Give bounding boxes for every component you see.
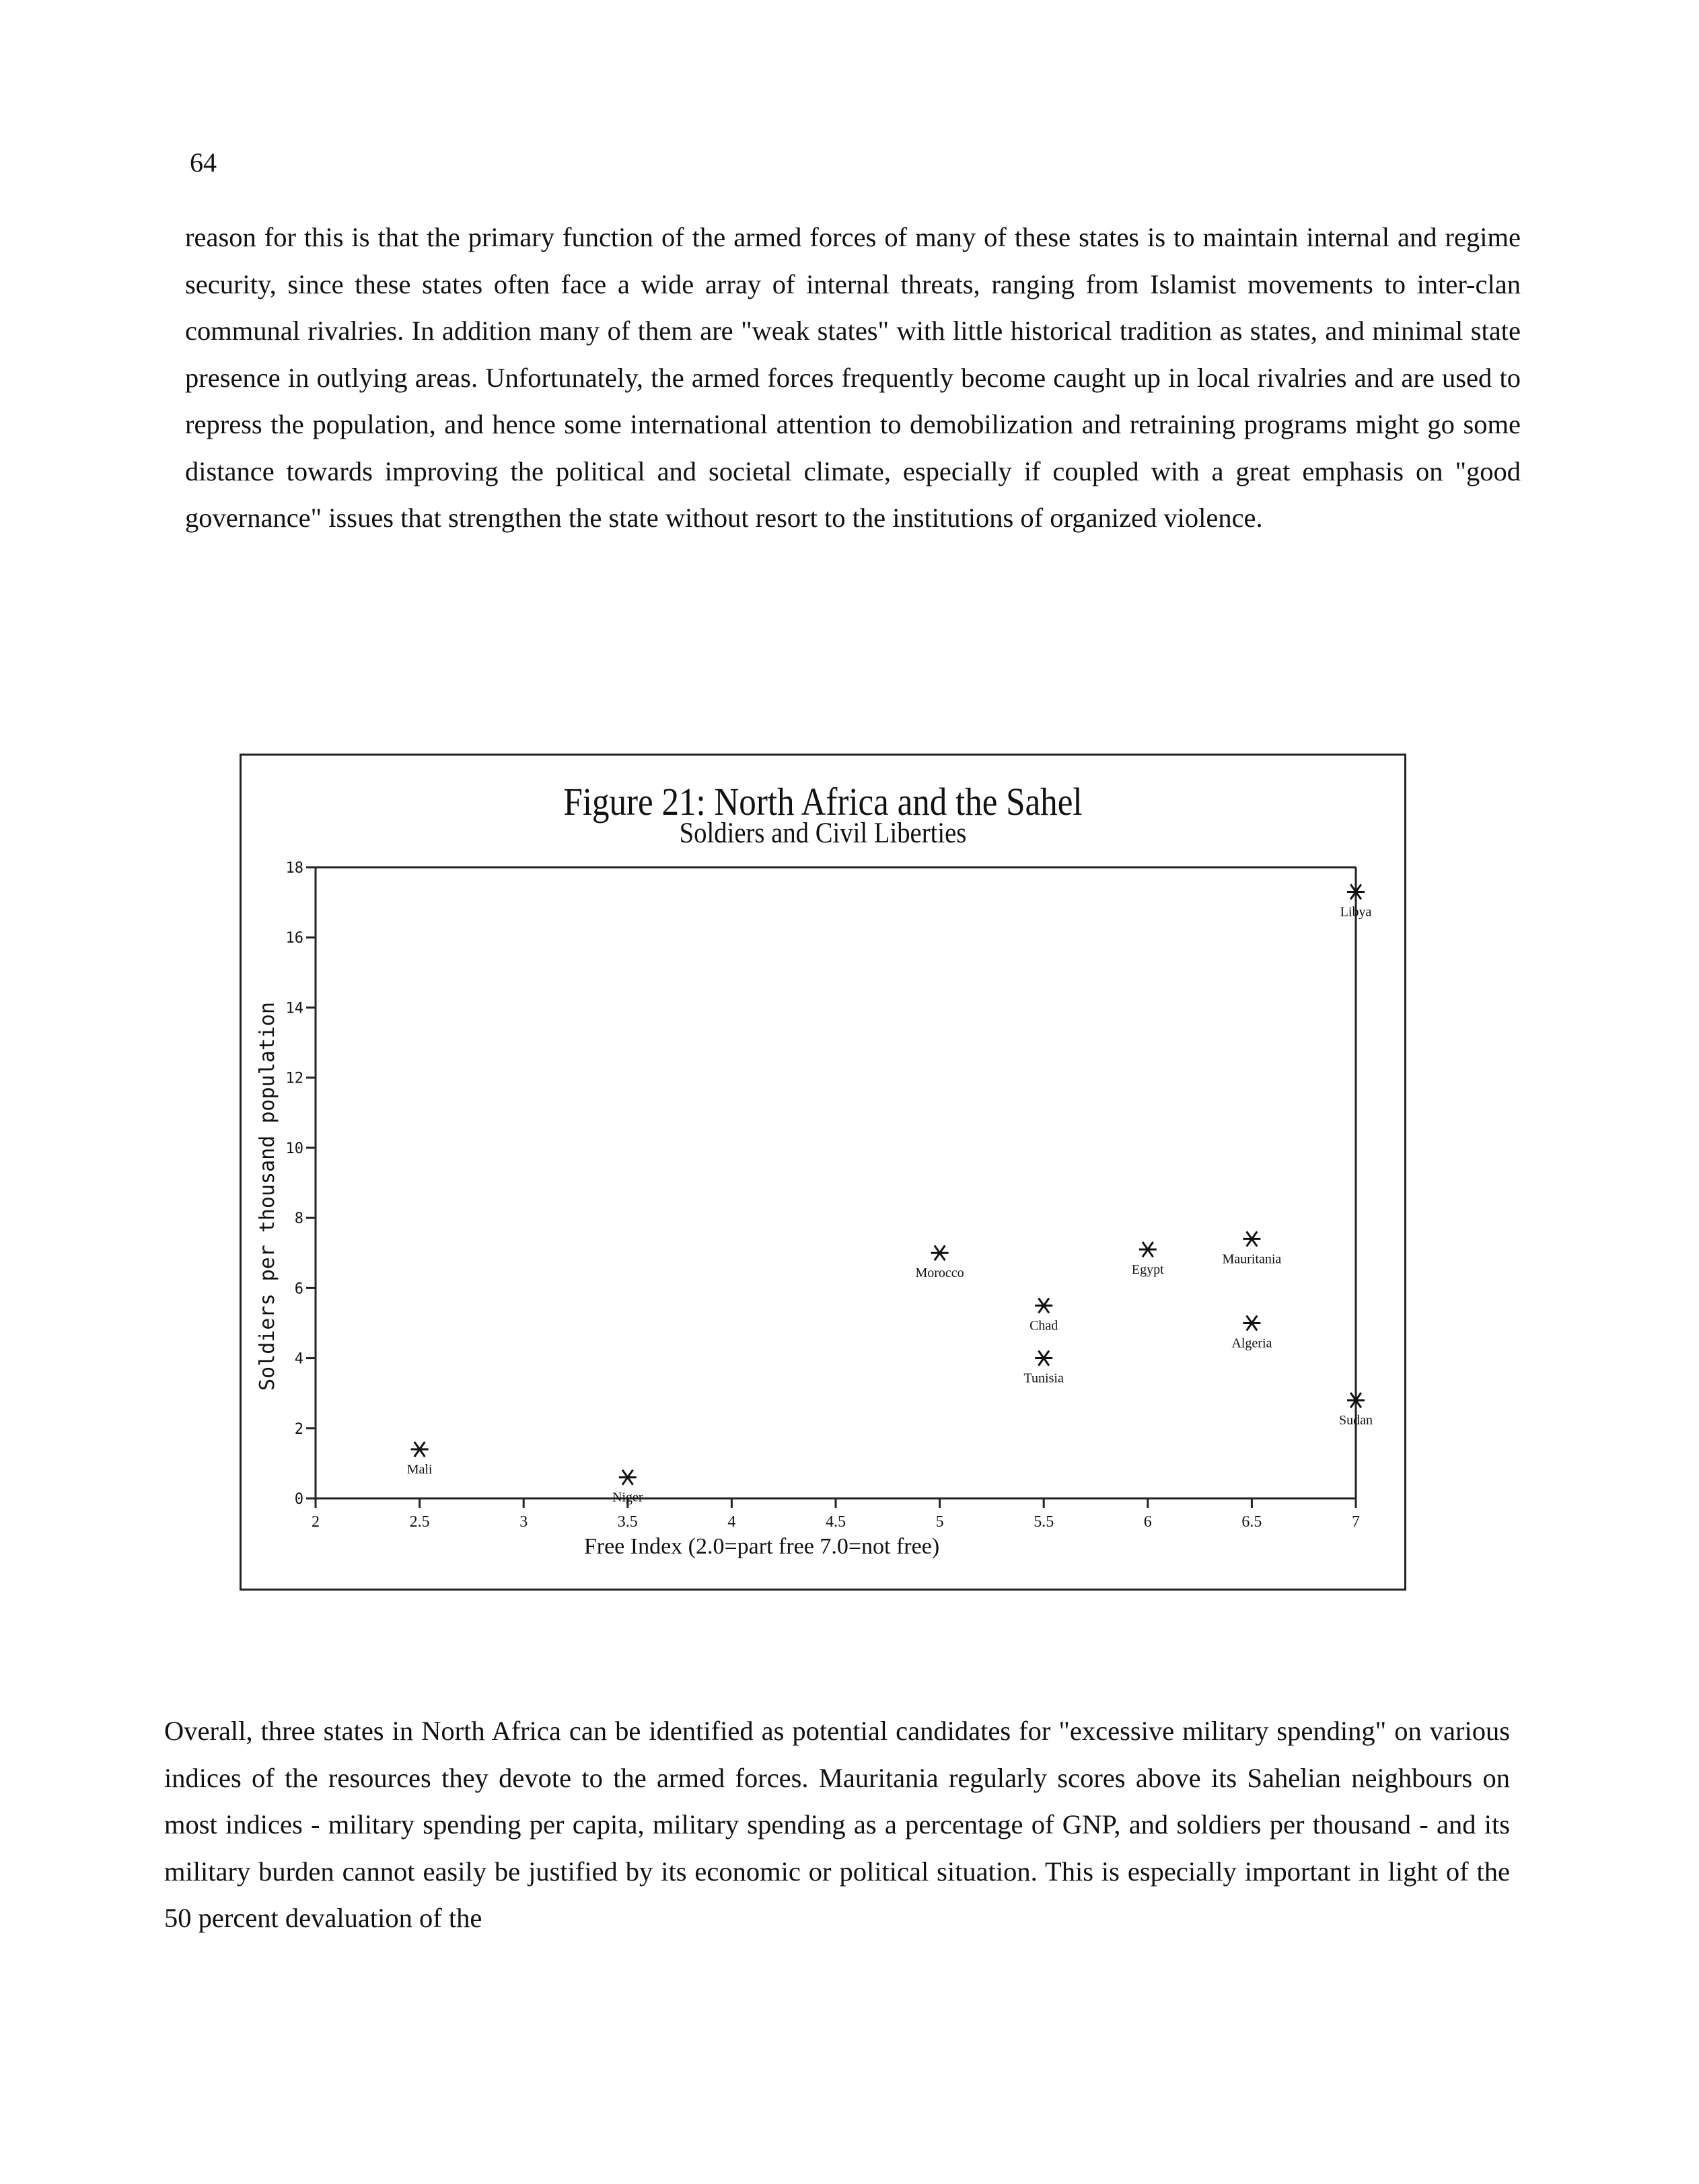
x-axis-label: Free Index (2.0=part free 7.0=not free): [583, 1534, 940, 1559]
y-tick-label: 2: [294, 1420, 303, 1438]
x-tick-label: 3.5: [617, 1513, 638, 1531]
y-tick-label: 16: [285, 930, 303, 947]
y-tick-label: 6: [294, 1280, 303, 1298]
point-label-morocco: Morocco: [915, 1266, 964, 1281]
point-label-niger: Niger: [612, 1490, 643, 1505]
x-tick-label: 7: [1352, 1513, 1360, 1531]
y-tick-label: 10: [285, 1140, 303, 1157]
y-tick-label: 14: [285, 1000, 303, 1017]
point-label-mauritania: Mauritania: [1222, 1251, 1282, 1267]
data-point-mauritania: [1243, 1231, 1260, 1246]
page-number: 64: [190, 147, 217, 178]
point-label-tunisia: Tunisia: [1023, 1371, 1064, 1386]
figure-box: [240, 754, 1406, 1591]
x-tick-label: 2: [312, 1513, 320, 1531]
data-point-morocco: [931, 1245, 949, 1260]
x-tick-label: 4.5: [826, 1513, 846, 1531]
x-tick-label: 2.5: [409, 1513, 430, 1531]
y-tick-label: 18: [285, 860, 303, 877]
y-tick-label: 0: [294, 1491, 303, 1508]
point-label-egypt: Egypt: [1131, 1262, 1164, 1278]
point-label-libya: Libya: [1340, 904, 1372, 920]
y-tick-label: 8: [294, 1210, 303, 1228]
y-axis-label: Soldiers per thousand population: [256, 1002, 279, 1391]
point-label-sudan: Sudan: [1339, 1413, 1373, 1428]
data-point-niger: [619, 1470, 637, 1485]
paragraph-top: reason for this is that the primary function of the armed forces of many of these states is to maintain internal and regime security, since these states often face a wide array of internal threats, ranging from Islamist movements to inter-clan communal rivalries. In addition many of them are "weak states" with little historical tradition as states, and minimal state presence in outlying areas. Unfortunately, the armed forces frequently become caught up in local rivalries and are used to repress the population, and hence some international attention to demobilization and retraining programs might go some distance towards improving the political and societal climate, especially if coupled with a great emphasis on "good governance" issues that strengthen the state without resort to the institutions of organized violence.: [185, 222, 1521, 533]
x-tick-label: 5: [935, 1513, 944, 1531]
data-point-egypt: [1139, 1242, 1157, 1257]
chart-title: Figure 21: North Africa and the Sahel: [563, 780, 1083, 824]
x-tick-label: 3: [519, 1513, 528, 1531]
x-tick-label: 4: [727, 1513, 736, 1531]
x-tick-label: 6.5: [1241, 1513, 1262, 1531]
data-point-tunisia: [1035, 1351, 1052, 1366]
data-point-algeria: [1243, 1315, 1260, 1330]
x-tick-label: 6: [1143, 1513, 1152, 1531]
scatter-chart: [242, 756, 1408, 1593]
point-label-mali: Mali: [406, 1462, 433, 1478]
y-tick-label: 4: [294, 1350, 303, 1368]
data-point-chad: [1035, 1298, 1052, 1313]
data-point-mali: [411, 1442, 429, 1457]
y-tick-label: 12: [285, 1070, 303, 1087]
paragraph-bottom: Overall, three states in North Africa can be identified as potential candidates for "excessive military spending" on various indices of the resources they devote to the armed forces. Mauritania regularly scores above its Sahelian neighbours on most indices - military spending per capita, military spending as a percentage of GNP, and soldiers per thousand - and its military burden cannot easily be justified by its economic or political situation. This is especially important in light of the 50 percent devaluation of the: [164, 1716, 1510, 1933]
point-label-chad: Chad: [1029, 1318, 1058, 1334]
chart-subtitle: Soldiers and Civil Liberties: [679, 817, 967, 849]
x-tick-label: 5.5: [1034, 1513, 1054, 1531]
point-label-algeria: Algeria: [1231, 1336, 1272, 1351]
